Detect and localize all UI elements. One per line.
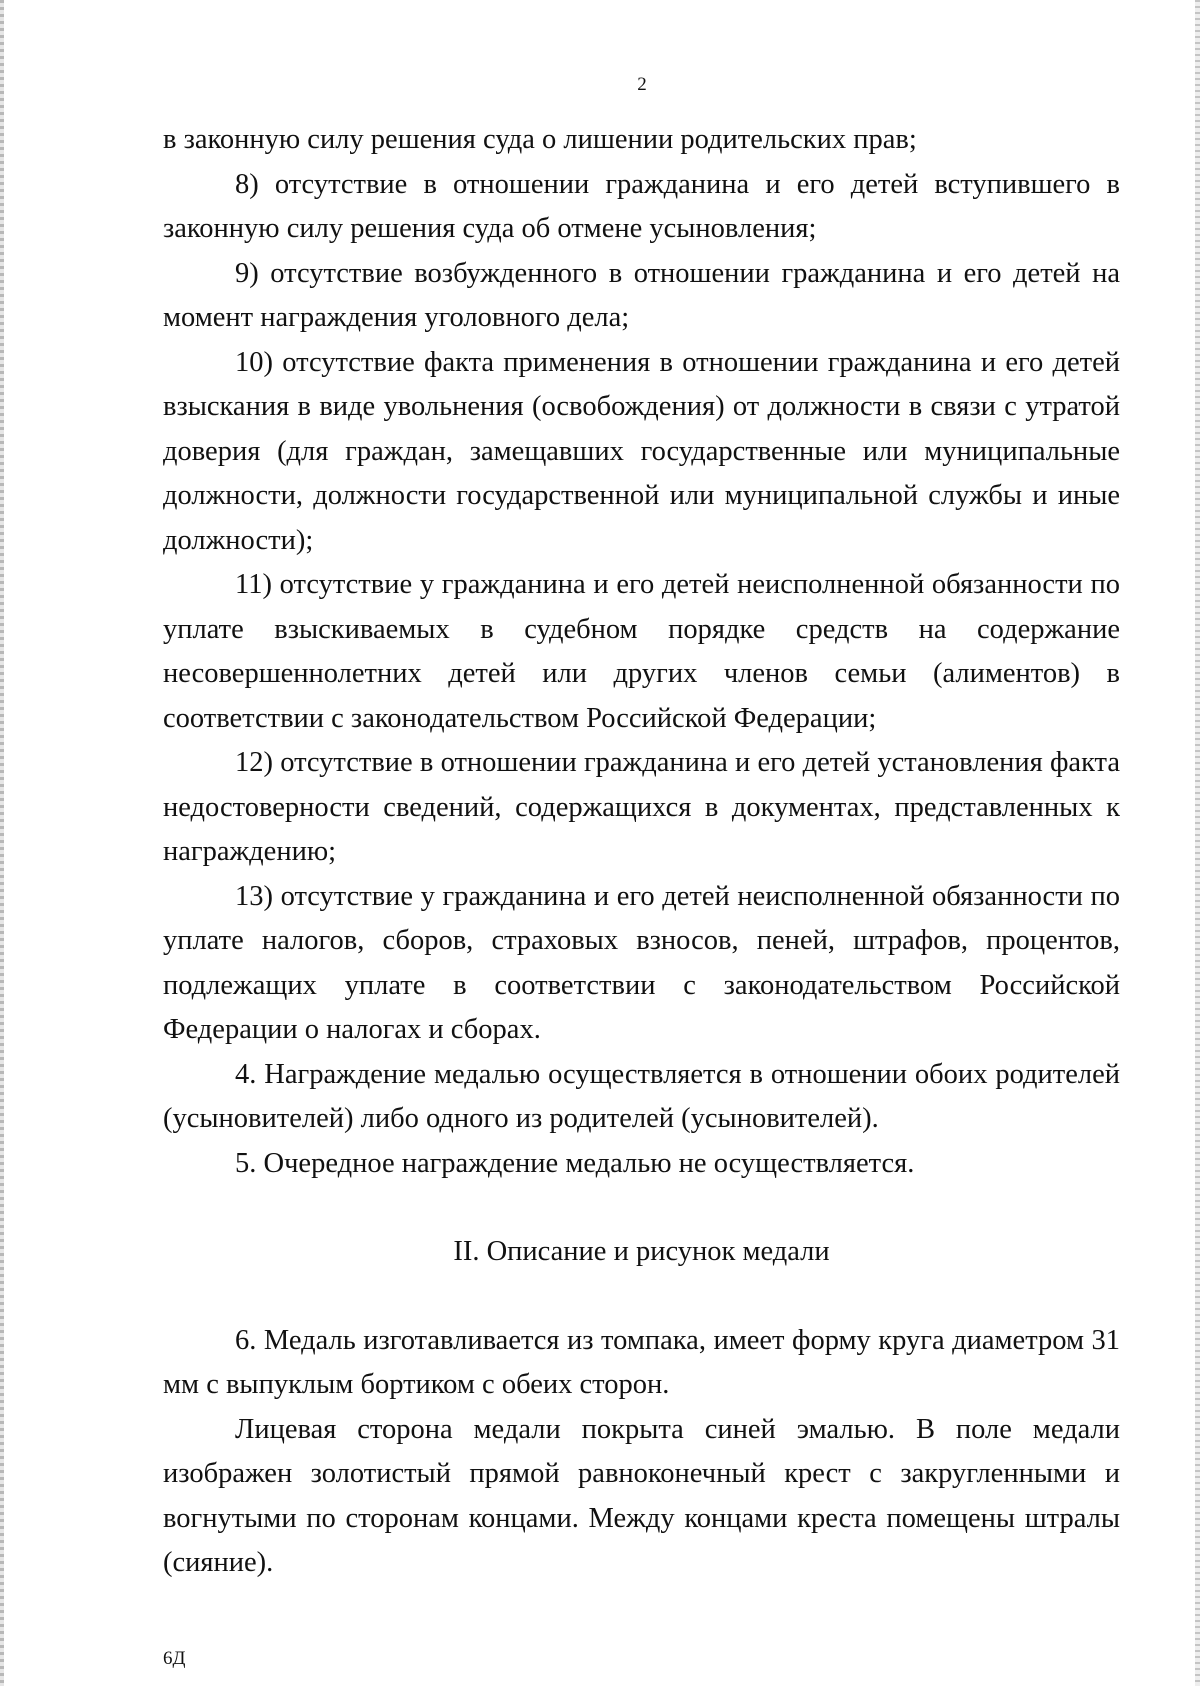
paragraph-clause-6: 6. Медаль изготавливается из томпака, имеет форму круга диаметром 31 мм с выпуклым бортиком с обеих сторон. [163,1324,1120,1400]
section-heading: II. Описание и рисунок медали [453,1236,830,1267]
paragraph-continuation: в законную силу решения суда о лишении родительских прав; [163,124,917,155]
footer-code: 6Д [163,1648,186,1669]
paragraph-clause-5: 5. Очередное награждение медалью не осуществляется. [235,1147,915,1179]
paragraph-item-12: 12) отсутствие в отношении гражданина и его детей установления факта недостоверности сведений, содержащихся в документах, представленных к награждению; [163,747,1120,867]
page-number: 2 [637,74,647,95]
paragraph-face-description: Лицевая сторона медали покрыта синей эмалью. В поле медали изображен золотистый прямой равноконечный крест с закругленными и вогнутыми по сторонам концами. Между концами креста помещены штралы (сияние). [163,1413,1120,1578]
scan-edge-right [1195,0,1200,1686]
scan-edge-left [0,0,4,1686]
paragraph-item-11: 11) отсутствие у гражданина и его детей неисполненной обязанности по уплате взыскиваемых в судебном порядке средств на содержание несовершеннолетних детей или других членов семьи (алиментов) в соответствии с законодательством Российской Федерации; [163,569,1120,734]
paragraph-item-10: 10) отсутствие факта применения в отношении гражданина и его детей взыскания в виде увольнения (освобождения) от должности в связи с утратой доверия (для граждан, замещавших государственные или муниципальные должности, должности государственной или муниципальной службы и иные должности); [163,346,1120,556]
document-body [163,118,1120,1586]
paragraph-item-8: 8) отсутствие в отношении гражданина и его детей вступившего в законную силу решения суда об отмене усыновления; [163,168,1120,244]
paragraph-clause-4: 4. Награждение медалью осуществляется в отношении обоих родителей (усыновителей) либо одного из родителей (усыновителей). [163,1058,1120,1134]
paragraph-item-13: 13) отсутствие у гражданина и его детей неисполненной обязанности по уплате налогов, сборов, страховых взносов, пеней, штрафов, процентов, подлежащих уплате в соответствии с законодательством Российской Федерации о налогах и сборах. [163,880,1120,1045]
paragraph-item-9: 9) отсутствие возбужденного в отношении гражданина и его детей на момент награждения уголовного дела; [163,257,1120,333]
